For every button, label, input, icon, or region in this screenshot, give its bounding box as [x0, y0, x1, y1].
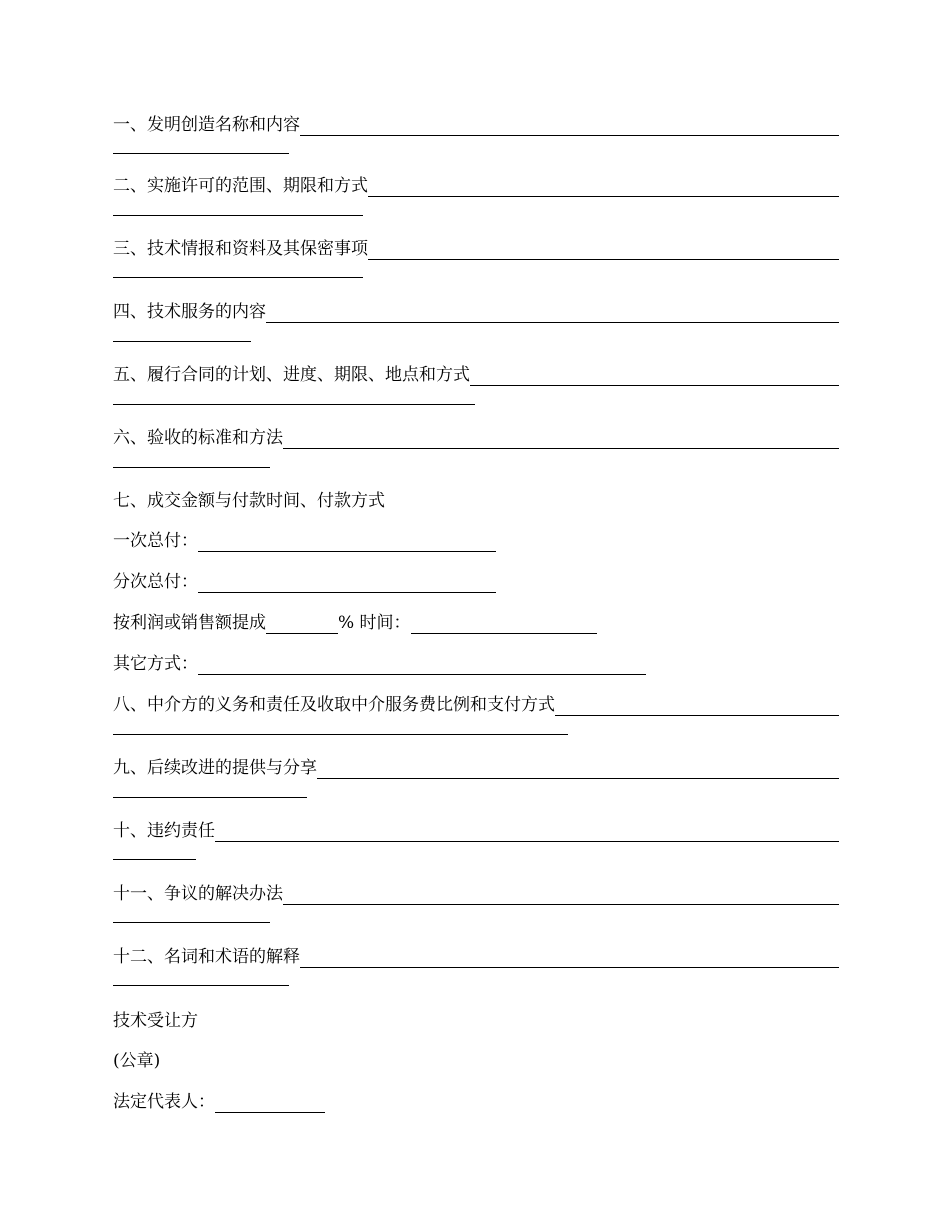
- section-11: [113, 883, 839, 905]
- section-3-title: 三、技术情报和资料及其保密事项: [113, 239, 368, 259]
- payment-royalty: [113, 612, 597, 634]
- signature-seal: (公章): [113, 1051, 161, 1071]
- section-4-blank[interactable]: [266, 304, 839, 323]
- section-2: [113, 175, 839, 197]
- signature-representative-blank[interactable]: [215, 1094, 325, 1113]
- section-5: [113, 364, 839, 386]
- payment-lump-sum-label: 一次总付：: [113, 531, 198, 551]
- section-3: [113, 238, 839, 260]
- payment-royalty-suffix: % 时间：: [338, 613, 411, 633]
- section-11-title: 十一、争议的解决办法: [113, 884, 283, 904]
- payment-installments: [113, 571, 496, 593]
- payment-other-blank[interactable]: [198, 656, 646, 675]
- section-10: [113, 820, 839, 842]
- section-4-blank-cont[interactable]: [113, 340, 251, 342]
- section-8-title: 八、中介方的义务和责任及收取中介服务费比例和支付方式: [113, 695, 555, 715]
- section-10-blank-cont[interactable]: [113, 858, 196, 860]
- section-8: [113, 694, 839, 716]
- section-9-blank-cont[interactable]: [113, 796, 307, 798]
- section-1: [113, 114, 839, 136]
- payment-installments-label: 分次总付：: [113, 572, 198, 592]
- section-1-title: 一、发明创造名称和内容: [113, 115, 300, 135]
- royalty-percent-blank[interactable]: [266, 615, 338, 634]
- signature-representative-label: 法定代表人：: [113, 1092, 215, 1112]
- section-5-blank-cont[interactable]: [113, 403, 475, 405]
- signature-party: 技术受让方: [113, 1011, 198, 1031]
- section-2-blank[interactable]: [368, 178, 839, 197]
- section-10-title: 十、违约责任: [113, 821, 215, 841]
- section-9: [113, 757, 839, 779]
- section-6: [113, 427, 839, 449]
- section-4: [113, 301, 839, 323]
- section-2-title: 二、实施许可的范围、期限和方式: [113, 176, 368, 196]
- payment-other: [113, 653, 646, 675]
- payment-installments-blank[interactable]: [198, 574, 496, 593]
- section-12-blank-cont[interactable]: [113, 984, 289, 986]
- section-5-blank[interactable]: [470, 367, 839, 386]
- payment-lump-sum-blank[interactable]: [198, 533, 496, 552]
- signature-representative: [113, 1091, 325, 1113]
- payment-other-label: 其它方式：: [113, 654, 198, 674]
- section-10-blank[interactable]: [215, 823, 839, 842]
- section-7-title: 七、成交金额与付款时间、付款方式: [113, 491, 385, 511]
- section-12-title: 十二、名词和术语的解释: [113, 947, 300, 967]
- royalty-time-blank[interactable]: [411, 615, 597, 634]
- payment-lump-sum: [113, 530, 496, 552]
- section-9-blank[interactable]: [317, 760, 839, 779]
- section-11-blank[interactable]: [283, 886, 839, 905]
- section-6-blank-cont[interactable]: [113, 466, 270, 468]
- section-3-blank-cont[interactable]: [113, 276, 363, 278]
- section-6-title: 六、验收的标准和方法: [113, 428, 283, 448]
- section-12-blank[interactable]: [300, 949, 839, 968]
- section-8-blank-cont[interactable]: [113, 733, 568, 735]
- section-6-blank[interactable]: [283, 430, 839, 449]
- section-3-blank[interactable]: [368, 241, 839, 260]
- section-4-title: 四、技术服务的内容: [113, 302, 266, 322]
- section-9-title: 九、后续改进的提供与分享: [113, 758, 317, 778]
- section-5-title: 五、履行合同的计划、进度、期限、地点和方式: [113, 365, 470, 385]
- section-8-blank[interactable]: [555, 697, 839, 716]
- section-1-blank[interactable]: [300, 117, 839, 136]
- payment-royalty-prefix: 按利润或销售额提成: [113, 613, 266, 633]
- section-11-blank-cont[interactable]: [113, 921, 270, 923]
- section-12: [113, 946, 839, 968]
- section-1-blank-cont[interactable]: [113, 152, 289, 154]
- section-2-blank-cont[interactable]: [113, 214, 363, 216]
